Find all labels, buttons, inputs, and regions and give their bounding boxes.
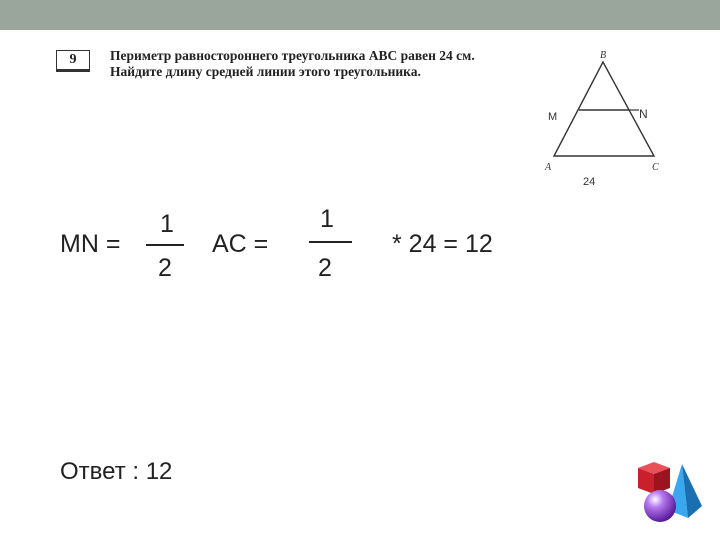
equation-rhs: * 24 = 12 <box>392 230 493 258</box>
problem-line-1: Периметр равностороннего треугольника ABC равен 24 см. <box>110 48 475 63</box>
fraction2-denominator: 2 <box>318 254 332 282</box>
fraction1-numerator: 1 <box>160 210 174 238</box>
side-length-label: 24 <box>583 176 596 188</box>
equation-middle: AC = <box>212 230 269 258</box>
geometric-shapes-icon <box>632 458 707 528</box>
fraction1-bar <box>146 244 184 246</box>
problem-statement <box>110 48 475 80</box>
top-bar <box>0 0 720 30</box>
vertex-label-a: A <box>545 162 552 173</box>
equation-lhs: MN = <box>60 230 121 258</box>
fraction1-denominator: 2 <box>158 254 172 282</box>
point-label-m: M <box>548 111 558 123</box>
problem-number: 9 <box>56 50 90 72</box>
fraction2-bar <box>309 241 352 243</box>
fraction2-numerator: 1 <box>320 205 334 233</box>
answer-text: Ответ : 12 <box>60 458 173 485</box>
vertex-label-b: B <box>600 50 607 61</box>
problem-line-2: Найдите длину средней линии этого треугольника. <box>110 64 421 79</box>
point-label-n: N <box>639 107 648 121</box>
triangle-diagram <box>540 48 690 193</box>
purple-sphere <box>644 490 676 522</box>
vertex-label-c: C <box>652 162 659 173</box>
